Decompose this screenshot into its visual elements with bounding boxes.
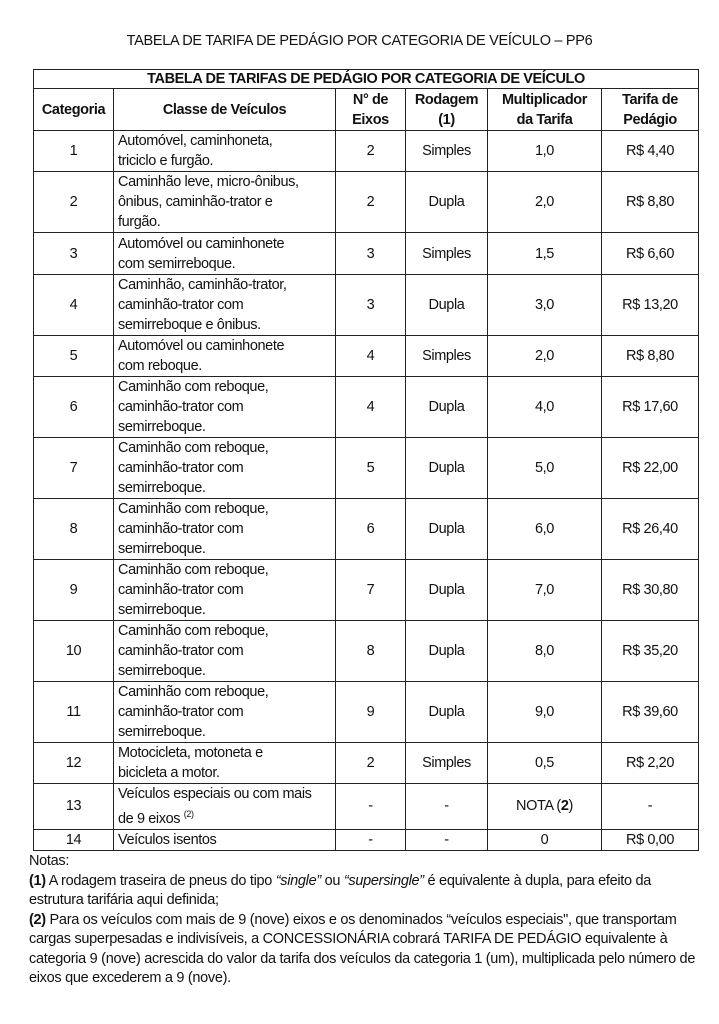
cell-categoria: 9 [34,560,114,621]
cell-multiplicador [488,784,602,830]
table-row [34,829,699,850]
cell-multiplicador: 8,0 [488,621,602,682]
cell-rodagem: - [406,784,488,830]
cell-multiplicador: 1,0 [488,131,602,172]
note-1: (1) A rodagem traseira de pneus do tipo “single” ou “supersingle” é equivalente à dupla, para efeito da estrutura tarifária aqui definida; [29,872,652,908]
cell-rodagem: Simples [406,336,488,377]
cell-classe: Caminhão com reboque, caminhão-trator com semirreboque. [114,499,336,560]
table-row [34,784,699,830]
cell-eixos: 4 [336,377,406,438]
cell-classe: Veículos isentos [114,829,336,850]
cell-eixos: 5 [336,438,406,499]
header-rodagem: Rodagem (1) [406,89,488,131]
table-row [34,743,699,784]
cell-tarifa: R$ 0,00 [602,829,699,850]
cell-tarifa: R$ 8,80 [602,336,699,377]
cell-classe: Caminhão com reboque, caminhão-trator com semirreboque. [114,560,336,621]
cell-categoria: 11 [34,682,114,743]
cell-multiplicador: 0,5 [488,743,602,784]
cell-rodagem: Dupla [406,621,488,682]
cell-multiplicador: 3,0 [488,275,602,336]
cell-multiplicador: 6,0 [488,499,602,560]
cell-eixos: - [336,829,406,850]
header-tarifa: Tarifa de Pedágio [602,89,699,131]
header-classe: Classe de Veículos [114,89,336,131]
cell-multiplicador: 2,0 [488,172,602,233]
cell-rodagem: Dupla [406,438,488,499]
cell-multiplicador: 4,0 [488,377,602,438]
note-2: (2) Para os veículos com mais de 9 (nove) eixos e os denominados “veículos especiais", que transportam cargas superpesadas e indivisíveis, a CONCESSIONÁRIA cobrará TARIFA DE PEDÁGIO equivalente à categoria 9 (nove) acrescida do valor da tarifa dos veículos da categoria 1 (um), multiplicada pelo número de eixos que excederem a 9 (nove). [29,911,696,986]
document-title: TABELA DE TARIFA DE PEDÁGIO POR CATEGORIA DE VEÍCULO – PP6 [126,33,593,49]
table-row [34,233,699,275]
cell-tarifa: R$ 6,60 [602,233,699,275]
cell-rodagem: - [406,829,488,850]
cell-classe: Automóvel ou caminhonete com semirreboque. [114,233,336,275]
cell-eixos: 2 [336,172,406,233]
cell-categoria: 10 [34,621,114,682]
cell-tarifa: R$ 8,80 [602,172,699,233]
cell-tarifa: R$ 39,60 [602,682,699,743]
cell-rodagem: Dupla [406,275,488,336]
cell-tarifa: R$ 4,40 [602,131,699,172]
notes-heading: Notas: [29,853,70,869]
cell-eixos: 3 [336,275,406,336]
note-ref: (2) [183,809,194,819]
cell-classe: Caminhão com reboque, caminhão-trator com semirreboque. [114,438,336,499]
cell-categoria: 3 [34,233,114,275]
mult-mult-close: ) [568,798,573,815]
cell-eixos: 9 [336,682,406,743]
cell-tarifa: R$ 22,00 [602,438,699,499]
header-eixos: N° de Eixos [336,89,406,131]
table-row [34,377,699,438]
cell-multiplicador: 0 [488,829,602,850]
cell-categoria: 8 [34,499,114,560]
cell-rodagem: Dupla [406,560,488,621]
cell-rodagem: Dupla [406,377,488,438]
cell-tarifa: R$ 30,80 [602,560,699,621]
cell-categoria: 4 [34,275,114,336]
cell-multiplicador: 7,0 [488,560,602,621]
table-row [34,682,699,743]
cell-rodagem: Dupla [406,682,488,743]
notes [29,852,699,989]
cell-categoria: 1 [34,131,114,172]
header-multiplicador: Multiplicador da Tarifa [488,89,602,131]
table-row [34,172,699,233]
cell-tarifa: R$ 2,20 [602,743,699,784]
cell-eixos: 6 [336,499,406,560]
cell-categoria: 13 [34,784,114,830]
cell-tarifa: R$ 13,20 [602,275,699,336]
cell-eixos: 4 [336,336,406,377]
cell-tarifa: - [602,784,699,830]
mult-mult-text: NOTA ( [516,798,561,815]
table-row [34,621,699,682]
cell-categoria: 2 [34,172,114,233]
cell-eixos: 7 [336,560,406,621]
cell-eixos: 3 [336,233,406,275]
cell-classe: Automóvel, caminhoneta, triciclo e furgão. [114,131,336,172]
table-row [34,336,699,377]
cell-rodagem: Dupla [406,172,488,233]
toll-tariff-table [33,69,699,851]
cell-classe: Caminhão, caminhão-trator, caminhão-trator com semirreboque e ônibus. [114,275,336,336]
cell-multiplicador: 9,0 [488,682,602,743]
cell-rodagem: Simples [406,131,488,172]
cell-rodagem: Simples [406,743,488,784]
cell-categoria: 6 [34,377,114,438]
cell-tarifa: R$ 17,60 [602,377,699,438]
table-row [34,560,699,621]
cell-rodagem: Simples [406,233,488,275]
table-title: TABELA DE TARIFAS DE PEDÁGIO POR CATEGORIA DE VEÍCULO [34,70,699,89]
cell-classe: Motocicleta, motoneta e bicicleta a motor. [114,743,336,784]
cell-categoria: 5 [34,336,114,377]
table-row [34,275,699,336]
cell-classe: Automóvel ou caminhonete com reboque. [114,336,336,377]
cell-categoria: 7 [34,438,114,499]
cell-classe: Caminhão leve, micro-ônibus, ônibus, caminhão-trator e furgão. [114,172,336,233]
cell-eixos: - [336,784,406,830]
cell-classe: Caminhão com reboque, caminhão-trator com semirreboque. [114,621,336,682]
cell-tarifa: R$ 26,40 [602,499,699,560]
cell-classe: Caminhão com reboque, caminhão-trator com semirreboque. [114,682,336,743]
header-categoria: Categoria [34,89,114,131]
cell-eixos: 8 [336,621,406,682]
cell-classe [114,784,336,830]
table-row [34,499,699,560]
cell-rodagem: Dupla [406,499,488,560]
cell-multiplicador: 5,0 [488,438,602,499]
cell-eixos: 2 [336,131,406,172]
cell-tarifa: R$ 35,20 [602,621,699,682]
cell-eixos: 2 [336,743,406,784]
classe-text: Veículos especiais ou com mais de 9 eixos [118,786,312,827]
cell-multiplicador: 2,0 [488,336,602,377]
table-row [34,131,699,172]
cell-multiplicador: 1,5 [488,233,602,275]
mult-mult-bold: 2 [560,798,569,815]
cell-categoria: 12 [34,743,114,784]
cell-classe: Caminhão com reboque, caminhão-trator com semirreboque. [114,377,336,438]
table-row [34,438,699,499]
cell-categoria: 14 [34,829,114,850]
